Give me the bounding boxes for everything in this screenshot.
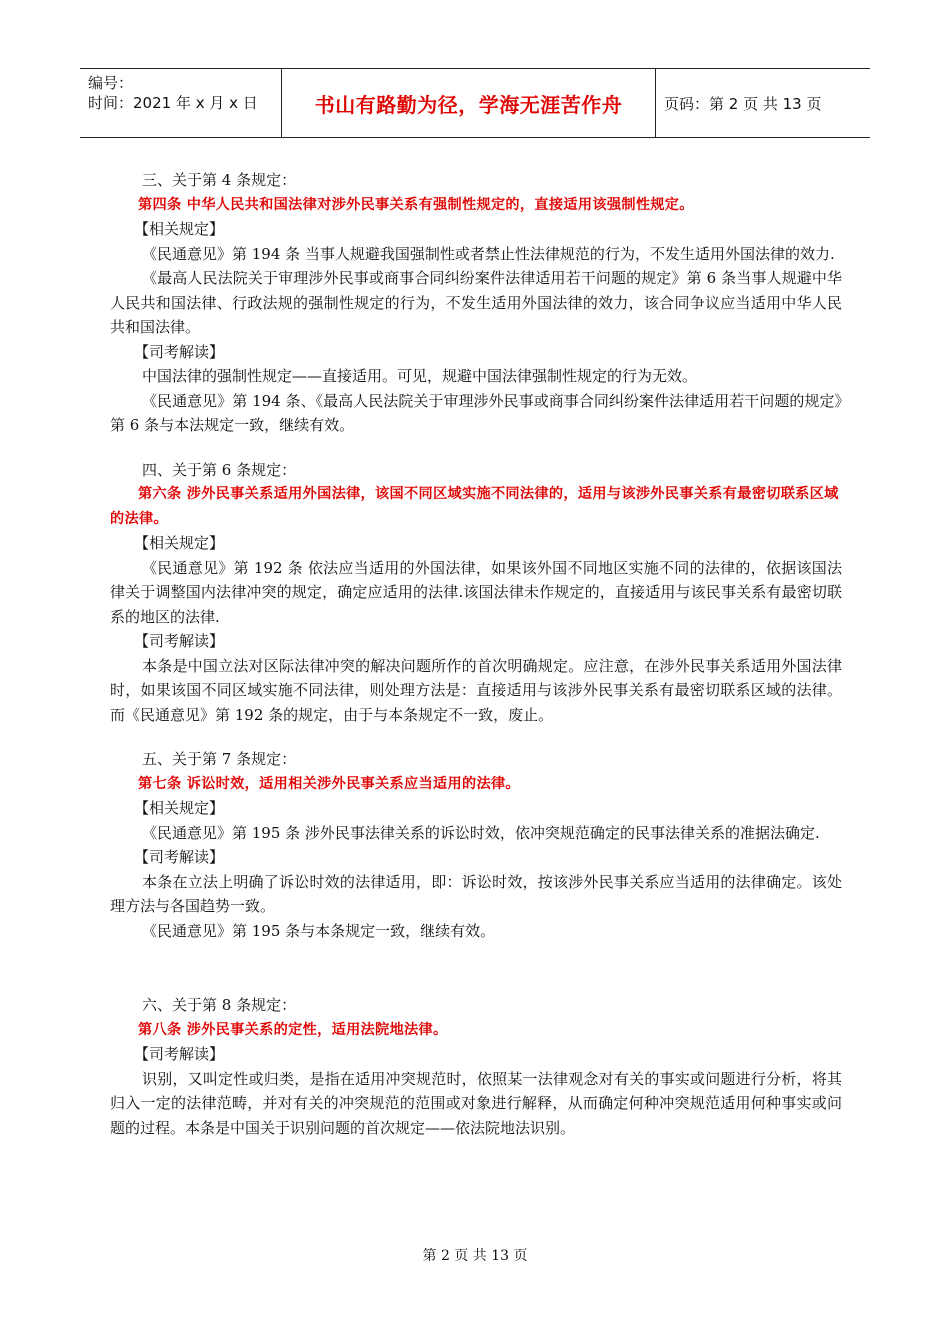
section-spacer bbox=[110, 963, 842, 993]
related-provision: 《民通意见》第 194 条 当事人规避我国强制性或者禁止性法律规范的行为，不发生适用外国法律的效力. bbox=[142, 244, 835, 263]
section-article-6 bbox=[110, 458, 842, 728]
header-meta bbox=[80, 69, 280, 137]
interpretation-tag: 【司考解读】 bbox=[134, 632, 225, 650]
page-header bbox=[80, 68, 870, 138]
article-text: 第八条 涉外民事关系的定性，适用法院地法律。 bbox=[138, 1021, 448, 1038]
interpretation-paragraph: 本条是中国立法对区际法律冲突的解决问题所作的首次明确规定。应注意，在涉外民事关系适用外国法律时，如果该国不同区域实施不同法律，则处理方法是：直接适用与该涉外民事关系有最密切联系区域的法律。而《民通意见》第 192 条的规定，由于与本条规定不一致，废止。 bbox=[110, 656, 842, 724]
related-provision: 《民通意见》第 195 条 涉外民事法律关系的诉讼时效，依冲突规范确定的民事法律关系的准据法确定. bbox=[142, 823, 820, 842]
related-provisions-tag: 【相关规定】 bbox=[134, 534, 225, 552]
related-provision: 《民通意见》第 192 条 依法应当适用的外国法律，如果该外国不同地区实施不同的法律的，依据该国法律关于调整国内法律冲突的规定，确定应适用的法律.该国法律未作规定的，直接适用与该民事关系有最密切联系的地区的法律. bbox=[110, 558, 842, 626]
interpretation-tag: 【司考解读】 bbox=[134, 848, 225, 866]
document-number-label: 编号： bbox=[88, 74, 134, 92]
document-body bbox=[110, 168, 842, 1160]
document-time-label: 时间：2021 年 x 月 x 日 bbox=[88, 94, 258, 112]
section-article-8 bbox=[110, 993, 842, 1140]
header-motto: 书山有路勤为径，学海无涯苦作舟 bbox=[314, 92, 623, 117]
section-article-7 bbox=[110, 747, 842, 943]
interpretation-paragraph: 中国法律的强制性规定——直接适用。可见，规避中国法律强制性规定的行为无效。 bbox=[142, 367, 698, 385]
header-page-info: 页码：第 2 页 共 13 页 bbox=[664, 94, 822, 113]
section-heading: 五、关于第 7 条规定： bbox=[142, 750, 297, 768]
related-provisions-tag: 【相关规定】 bbox=[134, 220, 225, 238]
interpretation-tag: 【司考解读】 bbox=[134, 1045, 225, 1063]
article-text: 第六条 涉外民事关系适用外国法律，该国不同区域实施不同法律的，适用与该涉外民事关系有最密切联系区域的法律。 bbox=[110, 486, 839, 527]
article-text: 第七条 诉讼时效，适用相关涉外民事关系应当适用的法律。 bbox=[138, 775, 520, 792]
section-heading: 六、关于第 8 条规定： bbox=[142, 996, 297, 1014]
related-provision: 《最高人民法院关于审理涉外民事或商事合同纠纷案件法律适用若干问题的规定》第 6 条当事人规避中华人民共和国法律、行政法规的强制性规定的行为，不发生适用外国法律的效力，该合同争议应当适用中华人民共和国法律。 bbox=[110, 269, 842, 336]
section-article-4 bbox=[110, 168, 842, 438]
header-motto-cell bbox=[281, 69, 656, 137]
interpretation-paragraph: 《民通意见》第 195 条与本条规定一致，继续有效。 bbox=[142, 921, 496, 940]
section-heading: 四、关于第 6 条规定： bbox=[142, 460, 297, 479]
page-footer: 第 2 页 共 13 页 bbox=[422, 1248, 528, 1264]
interpretation-paragraph: 《民通意见》第 194 条、《最高人民法院关于审理涉外民事或商事合同纠纷案件法律适用若干问题的规定》第 6 条与本法规定一致，继续有效。 bbox=[110, 391, 842, 434]
interpretation-paragraph: 识别，又叫定性或归类，是指在适用冲突规范时，依照某一法律观念对有关的事实或问题进行分析，将其归入一定的法律范畴，并对有关的冲突规范的范围或对象进行解释，从而确定何种冲突规范适用何种事实或问题的过程。本条是中国关于识别问题的首次规定——依法院地法识别。 bbox=[110, 1069, 842, 1137]
related-provisions-tag: 【相关规定】 bbox=[134, 799, 225, 817]
interpretation-tag: 【司考解读】 bbox=[134, 342, 225, 361]
section-heading: 三、关于第 4 条规定： bbox=[142, 171, 297, 189]
interpretation-paragraph: 本条在立法上明确了诉讼时效的法律适用，即：诉讼时效，按该涉外民事关系应当适用的法律确定。该处理方法与各国趋势一致。 bbox=[110, 872, 842, 915]
article-text: 第四条 中华人民共和国法律对涉外民事关系有强制性规定的，直接适用该强制性规定。 bbox=[138, 196, 694, 213]
